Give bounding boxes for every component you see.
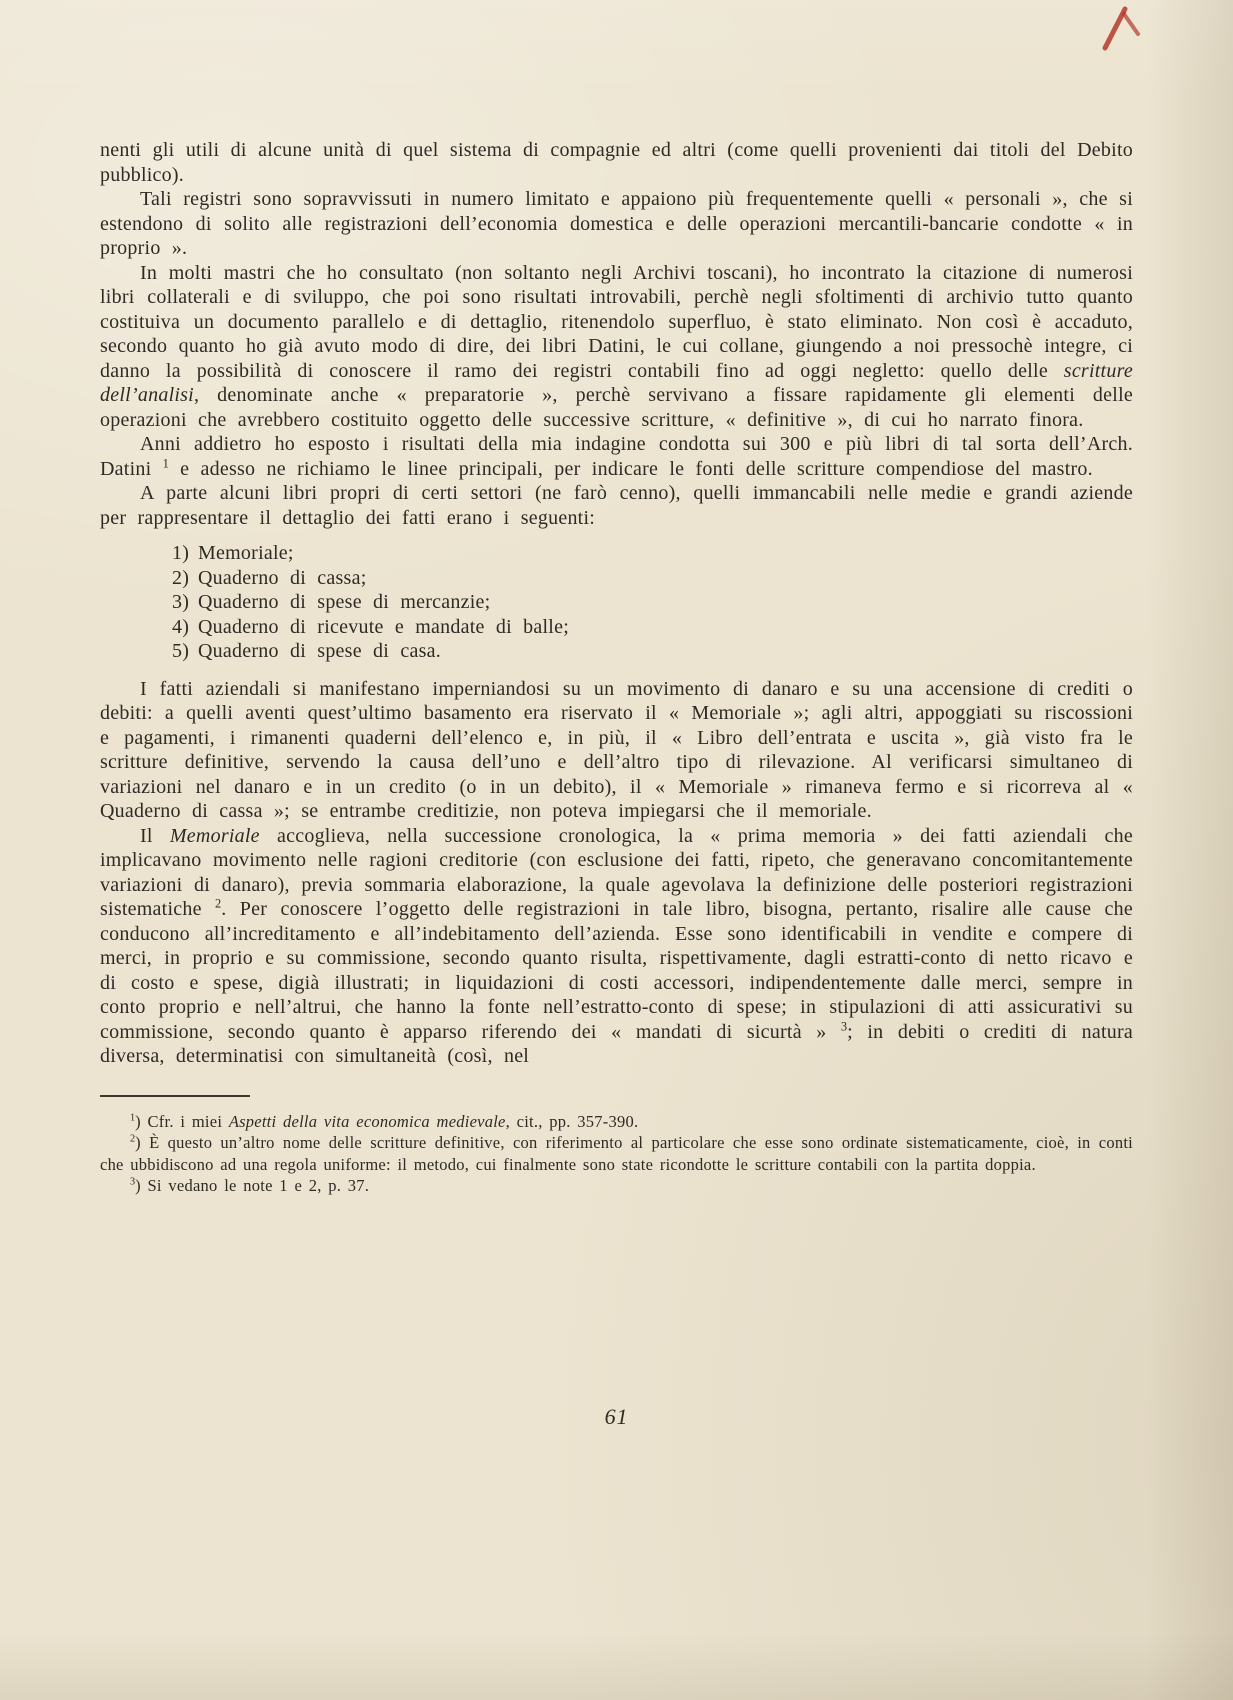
text-run: Anni addietro ho esposto i risultati della mia indagine condotta sui 300 e più libri di tal sorta dell’Arch. Datini [100,433,1133,480]
paragraph [100,824,1133,1069]
footnotes [100,1111,1133,1197]
text-run: nenti gli utili di alcune unità di quel sistema di compagnie ed altri (come quelli provenienti dai titoli del Debito pubblico). [100,139,1133,186]
list-item-number: 1) [172,542,190,564]
list-item-text: Memoriale; [198,542,294,564]
list-item [172,566,1133,591]
footnote-marker: 3 [840,1018,848,1033]
text-run: ; in debiti o crediti di natura diversa, determinatisi con simultaneità (così, nel [100,1020,1133,1067]
list-item [172,541,1133,566]
list-item-text: Quaderno di cassa; [198,566,367,589]
list-item [172,615,1133,640]
list-item-number: 4) [172,615,190,638]
text-run: ) Si vedano le note 1 e 2, p. 37. [135,1176,370,1195]
list-item-text: Quaderno di spese di casa. [198,640,441,662]
list-item-number: 5) [172,640,190,662]
footnote-marker: 2 [215,896,222,911]
text-run: . Per conoscere l’oggetto delle registrazioni in tale libro, bisogna, pertanto, risalire alle cause che conducono all’increditamento e all’indebitamento dell’azienda. Esse sono identificabili in vendite e compere di merci, in proprio e su commissione, secondo quanto risulta, rispettivamente, dagli estratti-conto di netto ricavo e di costo e spese, digià illustrati; in liquidazioni di costi accessori, indipendentemente dalle merci, sempre in conto proprio e nell’altrui, che hanno la fonte nell’estratto-conto di spese; in stipulazioni di atti assicurativi su commissione, secondo quanto è apparso riferendo dei « mandati di sicurtà » [100,898,1133,1043]
footnote-marker: 1 [130,1112,136,1123]
text-run: , cit., pp. 357-390. [505,1111,639,1131]
footnote [100,1111,1133,1133]
paragraph [100,432,1133,481]
paragraph [100,187,1133,261]
list-item [172,639,1133,664]
italic-run: scritture dell’analisi [100,359,1133,406]
paragraph [100,677,1133,824]
page-number: 61 [604,1404,629,1429]
text-run: ) È questo un’altro nome delle scritture definitive, con riferimento al particolare che esse sono ordinate sistematicamente, cioè, in conti che ubbidiscono ad una regola uniforme: il metodo, cui finalmente sono state ricondotte le scritture contabili con la partita doppia. [100,1133,1133,1174]
footnote-rule [100,1095,250,1097]
italic-run: Aspetti della vita economica medievale [228,1111,506,1131]
text-run: I fatti aziendali si manifestano imperniandosi su un movimento di danaro e su una accensione di crediti o debiti: a quelli aventi quest’ultimo basamento era riservato il « Memoriale »; agli altri, appoggiati su riscossioni e pagamenti, i rimanenti quaderni dell’elenco e, in più, il « Libro dell’entrata e uscita », già visto fra le scritture definitive, servendo la causa dell’uno e dell’altro tipo di rilevazione. Al verificarsi simultaneo di variazioni nel danaro e in un credito (o in un debito), il « Memoriale » rimaneva fermo e si ricorreva al « Quaderno di cassa »; se entrambe creditizie, non poteva impiegarsi che il memoriale. [100,677,1133,822]
text-run: ) Cfr. i miei [135,1111,229,1131]
paragraph [100,261,1133,433]
text-run: In molti mastri che ho consultato (non soltanto negli Archivi toscani), ho incontrato la citazione di numerosi libri collaterali e di sviluppo, che poi sono risultati introvabili, perchè negli sfoltimenti di archivio tutto quanto costituiva un documento parallelo e di dettaglio, ritenendolo superfluo, è stato eliminato. Non così è accaduto, secondo quanto ho già avuto modo di dire, dei libri Datini, le cui collane, giungendo a noi pressochè integre, ci danno la possibilità di conoscere il ramo dei registri contabili fino ad oggi negletto: quello delle [100,261,1133,382]
red-pen-mark-icon [1098,2,1146,52]
text-run: e adesso ne richiamo le linee principali, per indicare le fonti delle scritture compendiose del mastro. [168,457,1093,480]
text-run: A parte alcuni libri propri di certi settori (ne farò cenno), quelli immancabili nelle medie e grandi aziende per rappresentare il dettaglio dei fatti erano i seguenti: [100,482,1133,529]
list-item-number: 3) [172,591,190,613]
footnote-marker: 2 [130,1133,136,1145]
list-item-text: Quaderno di ricevute e mandate di balle; [198,615,570,638]
footnote [100,1132,1133,1175]
footnote-marker: 1 [162,455,169,470]
text-run: Il [140,824,170,847]
list-item [172,590,1133,615]
paragraph [100,481,1133,530]
text-run: Tali registri sono sopravvissuti in numero limitato e appaiono più frequentemente quelli « personali », che si estendono di solito alle registrazioni dell’economia domestica e delle operazioni mercantili-bancarie condotte « in proprio ». [100,188,1133,259]
text-run: accoglieva, nella successione cronologica, la « prima memoria » dei fatti aziendali che implicavano movimento nelle ragioni creditorie (con esclusione dei fatti, ripeto, che generavano concomitantemente variazioni di danaro), previa sommaria elaborazione, la quale agevolava la definizione delle posteriori registrazioni sistematiche [100,824,1133,920]
footnote [100,1175,1133,1197]
paragraph [100,138,1133,187]
list-item-number: 2) [172,566,190,589]
text-block [100,138,1133,1197]
list-item-text: Quaderno di spese di mercanzie; [198,591,491,613]
italic-run: Memoriale [169,824,260,847]
numbered-list [100,541,1133,664]
text-run: , denominate anche « preparatorie », perchè servivano a fissare rapidamente gli elementi delle operazioni che avrebbero costituito oggetto delle successive scritture, « definitive », di cui ho narrato finora. [100,384,1133,431]
footnote-marker: 3 [130,1176,136,1188]
body-paragraphs [100,138,1133,1069]
